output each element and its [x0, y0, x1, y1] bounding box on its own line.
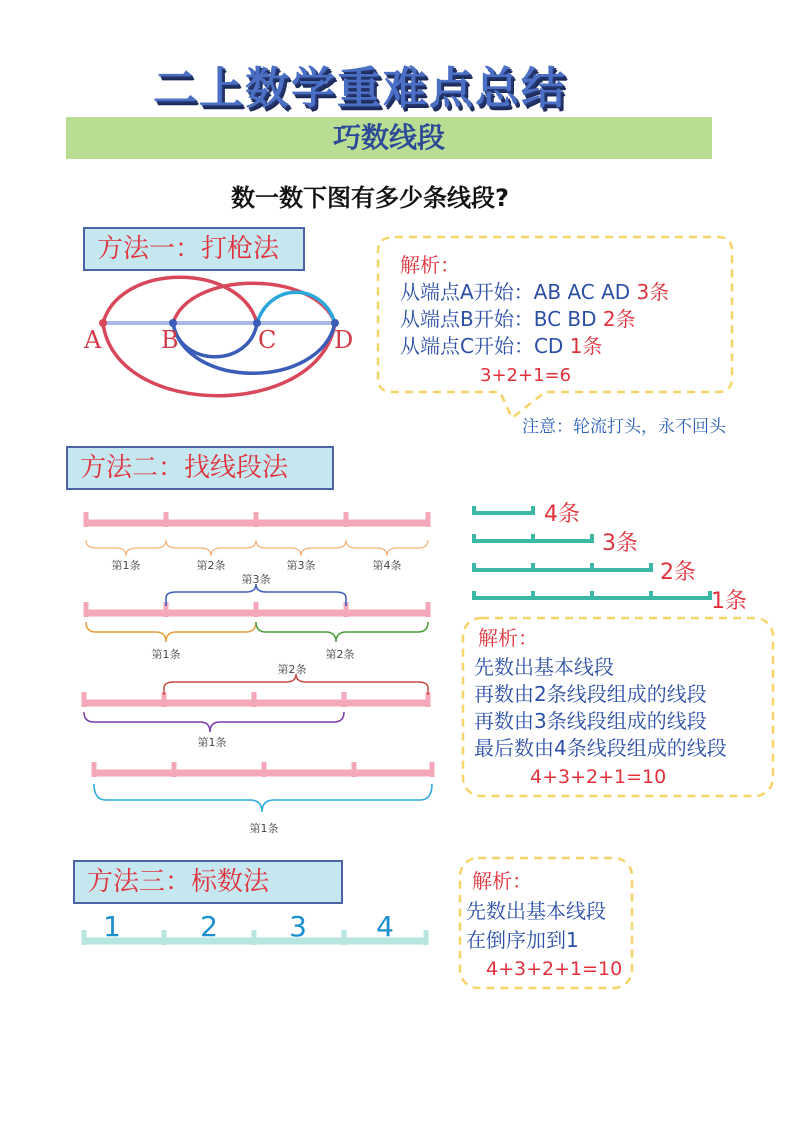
banner-text: 巧数线段 — [332, 121, 445, 154]
method1-note: 注意：轮流打头，永不回头 — [522, 417, 726, 437]
method3-number-2: 2 — [200, 910, 218, 943]
line2-text: 从端点B开始：BC BD — [400, 307, 603, 331]
method1-line2 — [400, 306, 636, 333]
row1-label-4: 第4条 — [372, 559, 402, 572]
arc-bc — [173, 323, 257, 357]
line1-count: 3条 — [636, 280, 670, 304]
method3-line1: 先数出基本线段 — [466, 899, 606, 923]
method1-sum: 3+2+1=6 — [480, 365, 572, 386]
method3-heading: 方法三：标数法 — [73, 860, 343, 904]
row2-bar — [86, 602, 428, 617]
row1-label-2: 第2条 — [196, 559, 226, 572]
row2-label-left: 第1条 — [151, 648, 181, 661]
row4-bar — [94, 762, 432, 777]
method2-sum: 4+3+2+1=10 — [530, 766, 667, 788]
tally-label-3: 3条 — [602, 531, 638, 556]
method3-number-4: 4 — [376, 910, 394, 943]
row2-label-top: 第3条 — [241, 573, 271, 586]
method2-line1: 先数出基本线段 — [474, 655, 614, 679]
method1-line3 — [400, 333, 602, 360]
tally-label-4: 4条 — [544, 502, 580, 527]
method3-sum: 4+3+2+1=10 — [486, 958, 623, 980]
method2-line4: 最后数由4条线段组成的线段 — [474, 736, 727, 760]
point-a-label: A — [84, 326, 102, 354]
line3-count: 1条 — [569, 334, 603, 358]
tally-label-1: 1条 — [711, 589, 747, 614]
row4-brace — [94, 784, 432, 812]
row3-brace-bottom — [84, 712, 344, 732]
line1-text: 从端点A开始：AB AC AD — [400, 280, 637, 304]
method3-bar — [84, 930, 426, 945]
method1-heading: 方法一：打枪法 — [83, 227, 305, 271]
tally-label-2: 2条 — [660, 560, 696, 585]
method1-line1 — [400, 279, 669, 306]
method3-number-1: 1 — [103, 910, 121, 943]
point-c-label: C — [258, 326, 277, 354]
row3-label-top: 第2条 — [277, 663, 307, 676]
row1-braces — [86, 540, 428, 556]
method1-box-label: 解析： — [400, 253, 460, 277]
row3-brace-top — [164, 674, 428, 695]
line2-count: 2条 — [602, 307, 636, 331]
point-b-label: B — [161, 326, 179, 354]
arc-ad — [103, 323, 335, 396]
method3-number-3: 3 — [289, 910, 307, 943]
point-d-label: D — [334, 326, 354, 354]
row1-bar — [86, 512, 428, 527]
question-text: 数一数下图有多少条线段? — [231, 184, 509, 212]
row1-label-3: 第3条 — [286, 559, 316, 572]
method3-line2: 在倒序加到1 — [466, 928, 579, 952]
method2-heading: 方法二：找线段法 — [66, 446, 334, 490]
row2-brace-left — [86, 622, 256, 642]
row2-label-right: 第2条 — [325, 648, 355, 661]
line3-text: 从端点C开始：CD — [400, 334, 570, 358]
row1-label-1: 第1条 — [111, 559, 141, 572]
method2-box-label: 解析： — [478, 626, 538, 650]
method2-line2: 再数由2条线段组成的线段 — [474, 682, 707, 706]
method2-line3: 再数由3条线段组成的线段 — [474, 709, 707, 733]
row4-label: 第1条 — [249, 822, 279, 835]
row3-label-bottom: 第1条 — [197, 736, 227, 749]
method3-box-label: 解析： — [472, 869, 532, 893]
page-title: 二上数学重难点总结 — [153, 63, 567, 114]
row2-brace-right — [256, 622, 428, 642]
row3-bar — [84, 692, 428, 707]
